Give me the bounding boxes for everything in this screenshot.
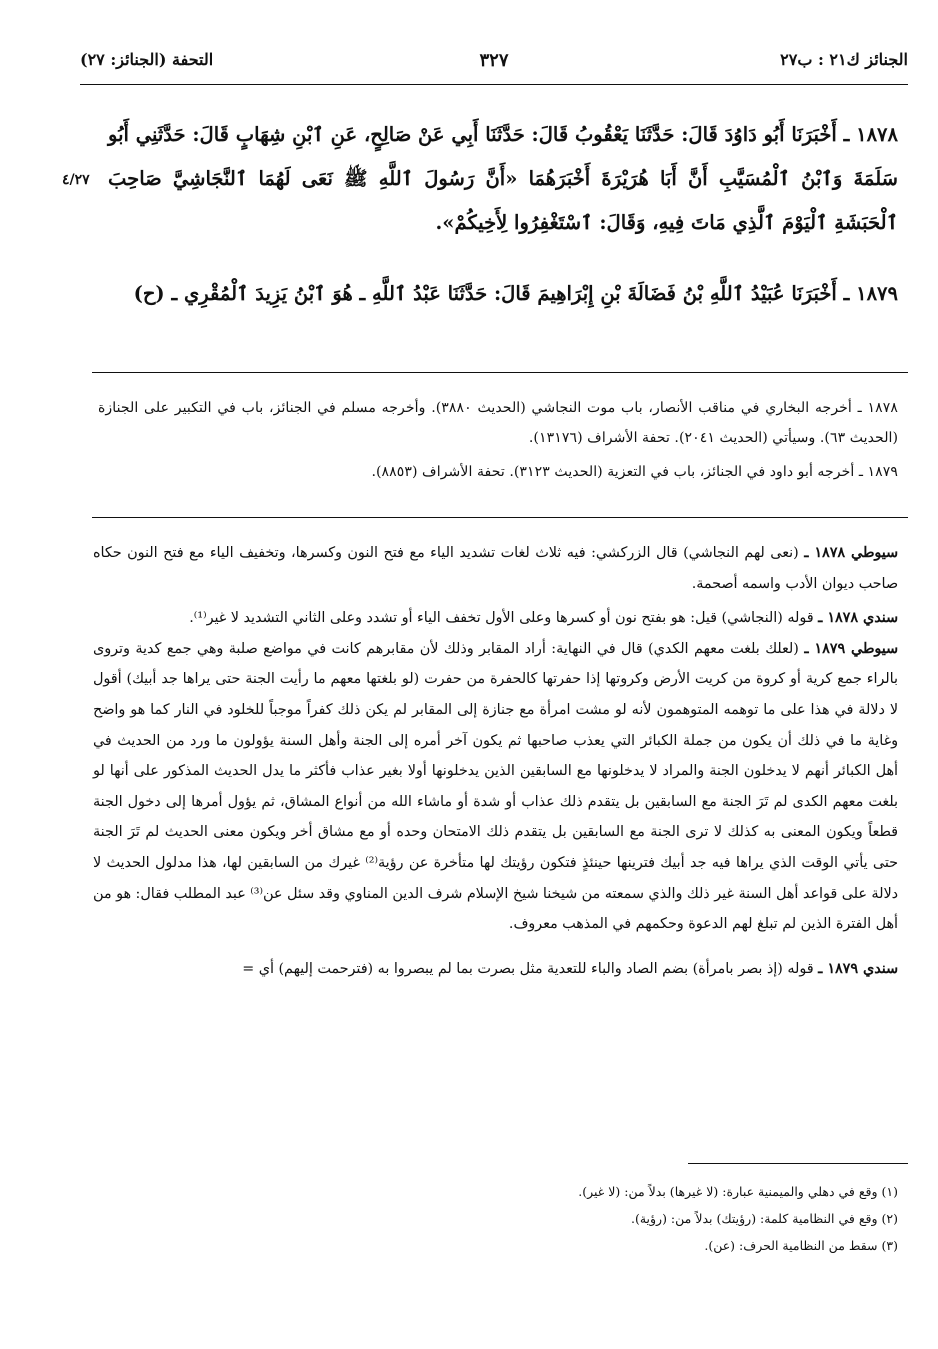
commentary-rule (92, 517, 908, 518)
footnote-1: (١) وقع في دهلي والميمنية عبارة: (لا غيرها) بدلاً من: (لا غير). (578, 1184, 898, 1199)
footnote-2: (٢) وقع في النظامية كلمة: (رؤيتك) بدلاً من: (رؤية). (630, 1211, 898, 1226)
page-header (80, 50, 908, 80)
commentary-label: سيوطي ١٨٧٩ ـ (804, 640, 899, 657)
takhrij-1879: ١٨٧٩ ـ أخرجه أبو داود في الجنائز، باب في التعزية (الحديث ٣١٢٣). تحفة الأشراف (٨٨٥٣). (371, 464, 898, 480)
commentary-label: سندي ١٨٧٨ ـ (818, 610, 898, 627)
commentary-sindi-1879 (93, 954, 898, 985)
commentary-label: سيوطي ١٨٧٨ ـ (804, 545, 899, 561)
commentary-section (93, 538, 898, 984)
commentary-text: قوله (النجاشي) قيل: هو بفتح نون أو كسرها وعلى الأول تخفف الياء أو تشدد وعلى الثاني التشديد لا غير⁽¹⁾. (189, 610, 819, 627)
commentary-sindi-1878 (93, 603, 898, 634)
hadith-1879: ١٨٧٩ ـ أَخْبَرَنَا عُبَيْدُ ٱللَّهِ بْنُ فَضَالَةَ بْنِ إِبْرَاهِيمَ قَالَ: حَدَّثَنَا عَبْدُ ٱللَّهِ ـ هُوَ ٱبْنُ يَزِيدَ ٱلْمُقْرِي ـ (ح) (133, 282, 898, 305)
commentary-text: (لعلك بلغت معهم الكدي) قال في النهاية: أراد المقابر وذلك لأن مقابرهم كانت في مواضع صلبة وهي جمع كدية وتروى بالراء جمع كرية أو كروة من كريت الأرض وكروتها إذا حفرتها كالحفرة من حفرت (لو بلغتها معهم ما رأيت الجنة حتى يراها جد أبيك) أقول لا دلالة في هذا على ما توهمه المتوهمون لأنه لو مشت امرأة مع جنازة إلى المقابر لم يكن ذلك كفراً موجباً للخلود في النار كما هو واضح وغاية ما في ذلك أن يكون من جملة الكبائر التي يعذب صاحبها ثم يكون آخر أمره إلى الجنة وأهل السنة يؤولون ما ورد من الحديث في أهل الكبائر أنهم لا يدخلون الجنة والمراد لا يدخلونها مع السابقين الذين يدخلونها أولا بغير عذاب فأكثر ما يدل الحديث المذكور على أنها لو بلغت معهم الكدى لم تَرَ الجنة مع السابقين بل يتقدم ذلك عذاب أو شدة أو ماشاء الله من أنواع المشاق، ثم يؤول أمرها إلى دخول الجنة قطعاً ويكون المعنى به كذلك لا ترى الجنة مع السابقين بل يتقدم ذلك الامتحان وحده أو مع مشاق أخر ويكون معنى الحديث لم تَرَ الجنة حتى يأتي الوقت الذي يراها فيه جد أبيك فترينها حينئذٍ فتكون رؤيتك لها متأخرة عن رؤية⁽²⁾ غيرك من السابقين لها، هذا مدلول الحديث لا دلالة على قواعد أهل السنة غير ذلك والذي سمعته من شيخنا شيخ الإسلام شرف الدين المناوي وقد سئل عن⁽³⁾ عبد المطلب فقال: هو من أهل الفترة الذين لم تبلغ لهم الدعوة وحكمهم في المذهب معروف. (93, 640, 898, 933)
commentary-suyuti-1878 (93, 538, 898, 599)
footnote-3: (٣) سقط من النظامية الحرف: (عن). (704, 1238, 898, 1253)
takhrij-rule (92, 372, 908, 373)
takhrij-1878: ١٨٧٨ ـ أخرجه البخاري في مناقب الأنصار، باب موت النجاشي (الحديث ٣٨٨٠). وأخرجه مسلم في الجنائز، باب في التكبير على الجنازة (الحديث ٦٣). وسيأتي (الحديث ٢٠٤١). تحفة الأشراف (١٣١٧٦). (98, 400, 899, 446)
takhrij-section (98, 393, 898, 487)
page-number: ٣٢٧ (479, 50, 509, 71)
hadith-1878: ١٨٧٨ ـ أَخْبَرَنَا أَبُو دَاوُدَ قَالَ: حَدَّثَنَا يَعْقُوبُ قَالَ: حَدَّثَنَا أَبِي عَنْ صَالِحٍ، عَنِ ٱبْنِ شِهَابٍ قَالَ: حَدَّثَنِي أَبُو سَلَمَةَ وَٱبْنُ ٱلْمُسَيَّبِ أَنَّ أَبَا هُرَيْرَةَ أَخْبَرَهُمَا «أَنَّ رَسُولَ ٱللَّهِ ﷺ نَعَى لَهُمَا ٱلنَّجَاشِيَّ صَاحِبَ ٱلْحَبَشَةِ ٱلْيَوْمَ ٱلَّذِي مَاتَ فِيهِ، وَقَالَ: ٱسْتَغْفِرُوا لِأَخِيكُمْ». (108, 123, 898, 234)
commentary-text: (نعى لهم النجاشي) قال الزركشي: فيه ثلاث لغات تشديد الياء مع فتح النون وكسرها، وتخفيف الياء مع فتح النون حكاه صاحب ديوان الأدب واسمه أصحمة. (93, 545, 898, 592)
footnote-rule (688, 1163, 908, 1164)
header-tuhfa-ref: التحفة (الجنائز: ٢٧) (80, 50, 214, 69)
commentary-suyuti-1879 (93, 634, 898, 940)
footnotes (98, 1178, 898, 1259)
header-chapter-ref: الجنائز ك٢١ : ب٢٧ (780, 50, 908, 69)
margin-reference: ٤/٢٧ (62, 172, 90, 188)
commentary-text: قوله (إذ بصر بامرأة) بضم الصاد والباء للتعدية مثل بصرت بما لم يبصروا به (فترحمت إليهم) أي = (242, 960, 819, 977)
commentary-label: سندي ١٨٧٩ ـ (818, 960, 898, 977)
header-rule (80, 84, 908, 85)
